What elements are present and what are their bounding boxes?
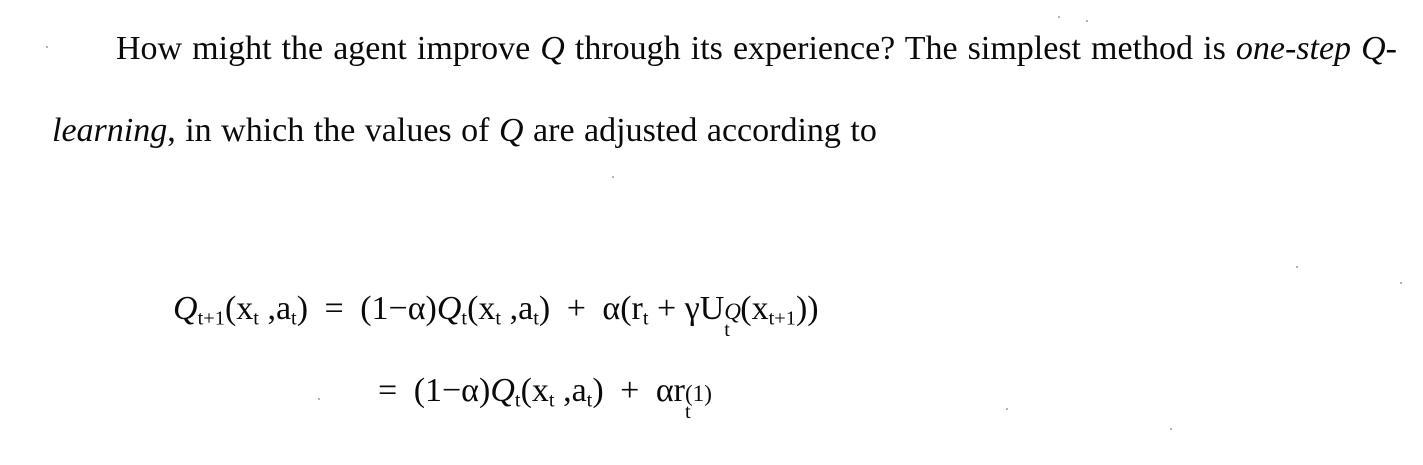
eq-subscript: t+1: [197, 307, 225, 330]
scan-speck: [318, 398, 320, 400]
eq-text: ,a: [501, 290, 534, 327]
eq-subscript: t: [586, 389, 593, 412]
eq-text: (x: [224, 290, 254, 327]
eq-subscript: t: [461, 307, 468, 330]
eq-text: (x: [520, 372, 549, 409]
eq-symbol: Q: [436, 290, 462, 327]
eq-text: )): [795, 290, 819, 327]
eq-subscript: t: [548, 389, 555, 412]
eq-text: (1−α): [413, 372, 491, 409]
paragraph-text: , in which the values of: [167, 112, 499, 149]
eq-plus: +: [558, 290, 595, 327]
emphasized-term: one-step Q-learning: [52, 30, 1398, 149]
eq-equals: =: [378, 372, 406, 409]
eq-text: ): [538, 290, 551, 327]
eq-superscript: Q: [724, 298, 741, 325]
scan-speck: [1296, 266, 1298, 268]
eq-subscript: t+1: [768, 307, 796, 330]
eq-plus: +: [611, 372, 648, 409]
body-paragraph: [52, 8, 1397, 172]
eq-symbol: Q: [173, 290, 198, 327]
eq-text: + γU: [648, 290, 725, 327]
eq-subscript: t: [514, 389, 521, 412]
eq-text: α(r: [602, 290, 643, 327]
scan-speck: [1400, 282, 1402, 284]
equation-line-2: [378, 372, 715, 424]
eq-subscript: t: [533, 307, 539, 330]
eq-subscript: t: [684, 401, 691, 424]
eq-subscript: t: [495, 307, 502, 330]
eq-text: ): [592, 372, 604, 409]
paragraph-text: are adjusted according to: [523, 112, 877, 149]
eq-text: ,a: [258, 290, 292, 327]
eq-symbol: Q: [490, 372, 515, 409]
eq-subscript: t: [724, 319, 730, 342]
paragraph-text: through its experience? The simplest method is: [564, 30, 1236, 67]
symbol-q: Q: [498, 112, 524, 149]
eq-text: ,a: [554, 372, 587, 409]
scan-speck: [612, 176, 614, 178]
eq-text: (x: [740, 290, 769, 327]
eq-subscript: t: [642, 307, 649, 330]
paragraph-text: How might the agent improve: [116, 30, 541, 67]
eq-text: αr: [655, 372, 685, 409]
eq-text: ): [296, 290, 309, 327]
scan-speck: [1006, 408, 1008, 410]
eq-subscript: t: [291, 307, 297, 330]
eq-text: (1−α): [360, 290, 437, 327]
eq-subscript: t: [253, 307, 259, 330]
symbol-q: Q: [540, 30, 565, 67]
equation-line-1: [173, 290, 819, 342]
eq-equals: =: [316, 290, 353, 327]
eq-text: (x: [467, 290, 496, 327]
scan-speck: [1170, 428, 1172, 430]
scan-speck: [46, 46, 48, 48]
eq-superscript: (1): [684, 380, 712, 407]
